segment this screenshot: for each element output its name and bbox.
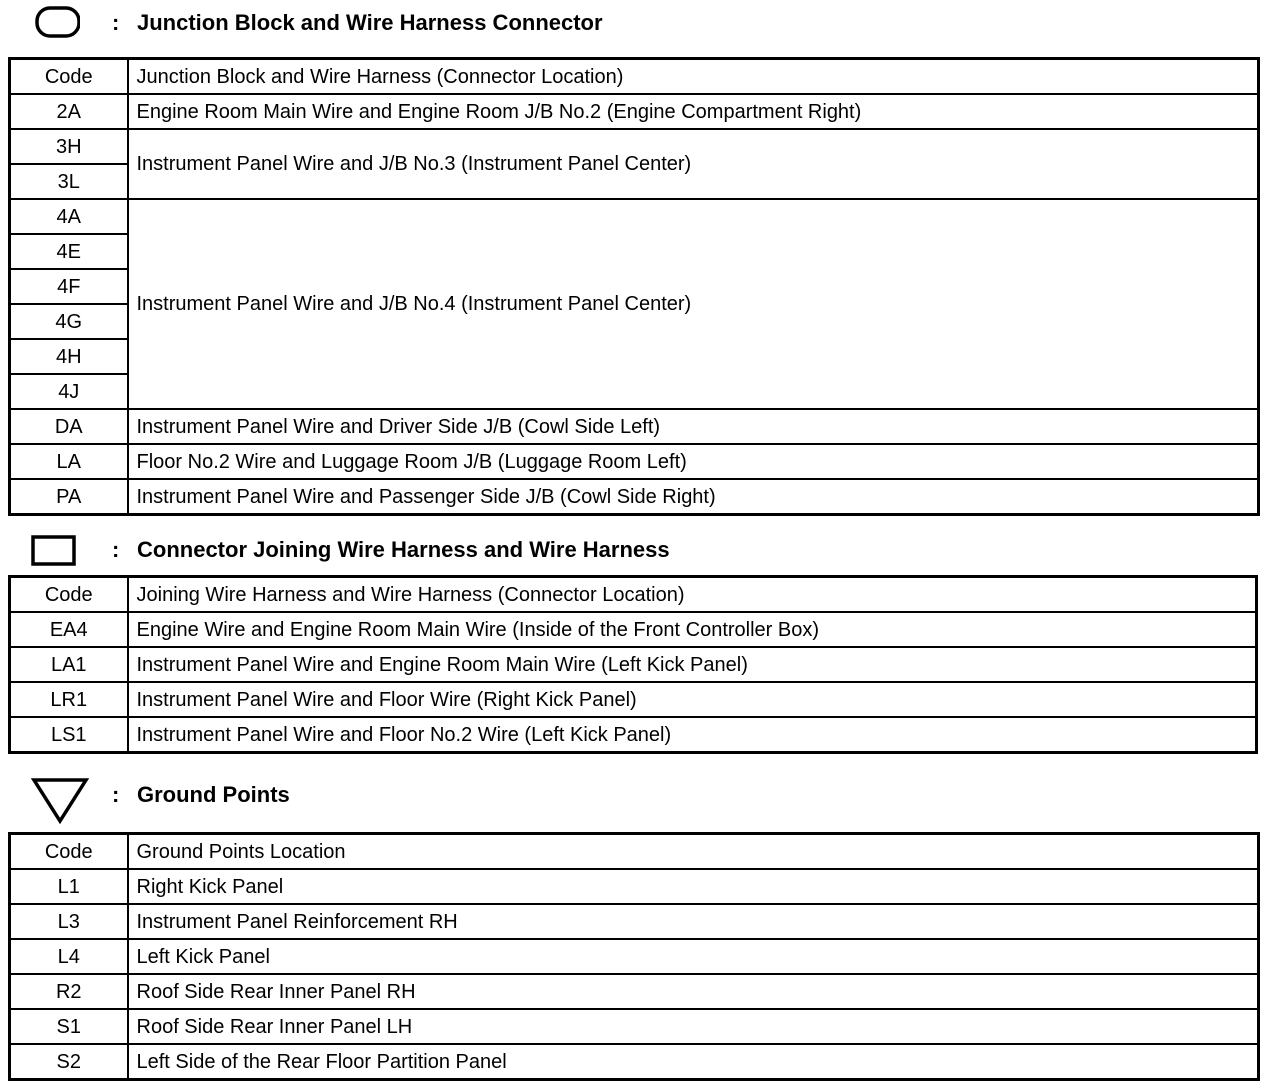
location-cell: Instrument Panel Wire and Engine Room Main Wire (Left Kick Panel) [128, 647, 1257, 682]
table-header-row [10, 59, 1259, 95]
table-row [10, 974, 1259, 1009]
location-cell: Roof Side Rear Inner Panel RH [128, 974, 1259, 1009]
location-cell: Engine Room Main Wire and Engine Room J/B No.2 (Engine Compartment Right) [128, 94, 1259, 129]
section-title: Connector Joining Wire Harness and Wire Harness [137, 537, 670, 562]
square-icon [30, 531, 80, 572]
down-triangle-icon [30, 776, 90, 831]
table-row [10, 479, 1259, 515]
table-row [10, 444, 1259, 479]
section-title: Ground Points [137, 782, 290, 807]
location-cell: Instrument Panel Wire and J/B No.4 (Instrument Panel Center) [128, 199, 1259, 409]
table-row [10, 129, 1259, 164]
code-cell: PA [10, 479, 128, 515]
table-row [10, 1044, 1259, 1080]
code-cell: L4 [10, 939, 128, 974]
junction-block-table [8, 57, 1260, 516]
location-cell: Roof Side Rear Inner Panel LH [128, 1009, 1259, 1044]
location-cell: Instrument Panel Wire and Driver Side J/B (Cowl Side Left) [128, 409, 1259, 444]
location-header: Ground Points Location [128, 834, 1259, 870]
section-junction-block-heading [0, 4, 1270, 44]
table-row [10, 199, 1259, 234]
code-header: Code [10, 577, 128, 613]
code-cell: S2 [10, 1044, 128, 1080]
section-ground-heading [0, 776, 1270, 826]
code-cell: L3 [10, 904, 128, 939]
location-cell: Instrument Panel Wire and Floor Wire (Right Kick Panel) [128, 682, 1257, 717]
code-cell: 4G [10, 304, 128, 339]
table-row [10, 612, 1257, 647]
location-cell: Floor No.2 Wire and Luggage Room J/B (Luggage Room Left) [128, 444, 1259, 479]
section-connector-heading [0, 531, 1270, 571]
code-cell: LA [10, 444, 128, 479]
table-row [10, 682, 1257, 717]
location-cell: Left Side of the Rear Floor Partition Panel [128, 1044, 1259, 1080]
code-cell: LR1 [10, 682, 128, 717]
table-row [10, 409, 1259, 444]
location-cell: Instrument Panel Reinforcement RH [128, 904, 1259, 939]
connector-table [8, 575, 1258, 754]
location-header: Joining Wire Harness and Wire Harness (Connector Location) [128, 577, 1257, 613]
section-title: Junction Block and Wire Harness Connector [137, 10, 603, 35]
section-colon: : [112, 782, 120, 807]
table-header-row [10, 577, 1257, 613]
code-cell: 3L [10, 164, 128, 199]
code-header: Code [10, 59, 128, 95]
ground-points-table [8, 832, 1260, 1081]
location-cell: Engine Wire and Engine Room Main Wire (Inside of the Front Controller Box) [128, 612, 1257, 647]
code-cell: S1 [10, 1009, 128, 1044]
location-cell: Right Kick Panel [128, 869, 1259, 904]
section-colon: : [112, 10, 120, 35]
table-row [10, 939, 1259, 974]
location-cell: Instrument Panel Wire and J/B No.3 (Instrument Panel Center) [128, 129, 1259, 199]
code-cell: 3H [10, 129, 128, 164]
code-cell: LS1 [10, 717, 128, 753]
code-cell: 2A [10, 94, 128, 129]
table-row [10, 1009, 1259, 1044]
code-cell: R2 [10, 974, 128, 1009]
rounded-rect-icon [30, 4, 80, 45]
code-cell: 4A [10, 199, 128, 234]
table-row [10, 647, 1257, 682]
code-cell: L1 [10, 869, 128, 904]
location-header: Junction Block and Wire Harness (Connector Location) [128, 59, 1259, 95]
code-cell: 4J [10, 374, 128, 409]
section-colon: : [112, 537, 120, 562]
table-row [10, 904, 1259, 939]
code-cell: 4E [10, 234, 128, 269]
location-cell: Instrument Panel Wire and Passenger Side J/B (Cowl Side Right) [128, 479, 1259, 515]
code-cell: 4H [10, 339, 128, 374]
code-header: Code [10, 834, 128, 870]
code-cell: EA4 [10, 612, 128, 647]
code-cell: LA1 [10, 647, 128, 682]
code-cell: 4F [10, 269, 128, 304]
location-cell: Left Kick Panel [128, 939, 1259, 974]
table-row [10, 94, 1259, 129]
code-cell: DA [10, 409, 128, 444]
table-row [10, 869, 1259, 904]
table-header-row [10, 834, 1259, 870]
location-cell: Instrument Panel Wire and Floor No.2 Wire (Left Kick Panel) [128, 717, 1257, 753]
table-row [10, 717, 1257, 753]
